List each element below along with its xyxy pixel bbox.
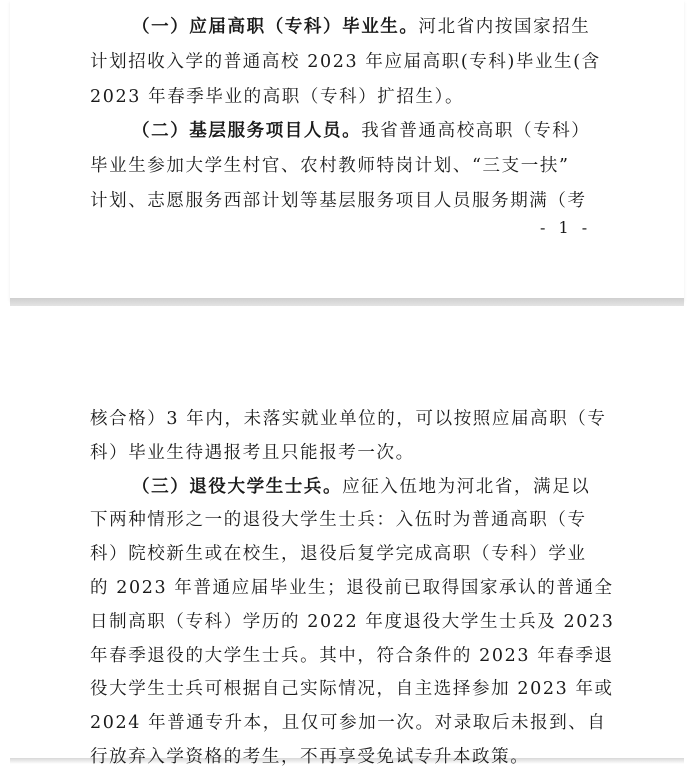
paragraph-3-line: 日制高职（专科）学历的 2022 年度退役大学生士兵及 2023 (90, 612, 615, 632)
paragraph-3-heading: （三）退役大学生士兵。 (132, 477, 343, 497)
paragraph-1-line-2: 计划招收入学的普通高校 2023 年应届高职(专科)毕业生(含 (90, 52, 601, 72)
paragraph-2-text: 我省普通高校高职（专科） (361, 121, 591, 141)
paragraph-3-line: 科）院校新生或在校生，退役后复学完成高职（专科）学业 (90, 544, 587, 564)
continued-line-1: 核合格）3 年内，未落实就业单位的，可以按照应届高职（专 (90, 409, 607, 429)
paragraph-3-line: 役大学生士兵可根据自己实际情况，自主选择参加 2023 年或 (90, 679, 614, 699)
paragraph-3-line-last: 行放弃入学资格的考生，不再享受免试专升本政策。 (90, 747, 530, 767)
document-page-1 (10, 0, 684, 300)
paragraph-2-line-2: 毕业生参加大学生村官、农村教师特岗计划、“三支一扶” (90, 156, 570, 176)
paragraph-2-heading: （二）基层服务项目人员。 (132, 121, 362, 141)
paragraph-3-line: 的 2023 年普通应届毕业生；退役前已取得国家承认的普通全 (90, 578, 614, 598)
paragraph-1-text: 河北省内按国家招生 (418, 17, 591, 37)
paragraph-1-first-line (132, 14, 598, 40)
paragraph-1-line-3: 2023 年春季毕业的高职（专科）扩招生）。 (90, 87, 465, 107)
paragraph-2-line-3: 计划、志愿服务西部计划等基层服务项目人员服务期满（考 (90, 191, 587, 211)
paragraph-3-text: 应征入伍地为河北省，满足以 (342, 477, 591, 497)
page-separator (10, 298, 684, 306)
page-number: - 1 - (540, 218, 592, 237)
paragraph-3-line: 下两种情形之一的退役大学生士兵：入伍时为普通高职（专 (90, 510, 587, 530)
continued-line-2: 科）毕业生待遇报考且只能报考一次。 (90, 443, 415, 463)
paragraph-3-first-line (132, 474, 598, 500)
paragraph-3-line: 年春季退役的大学生士兵。其中，符合条件的 2023 年春季退 (90, 646, 614, 666)
paragraph-2-first-line (132, 118, 598, 144)
paragraph-3-line: 2024 年普通专升本，且仅可参加一次。对录取后未报到、自 (90, 713, 607, 733)
paragraph-1-heading: （一）应届高职（专科）毕业生。 (132, 17, 419, 37)
